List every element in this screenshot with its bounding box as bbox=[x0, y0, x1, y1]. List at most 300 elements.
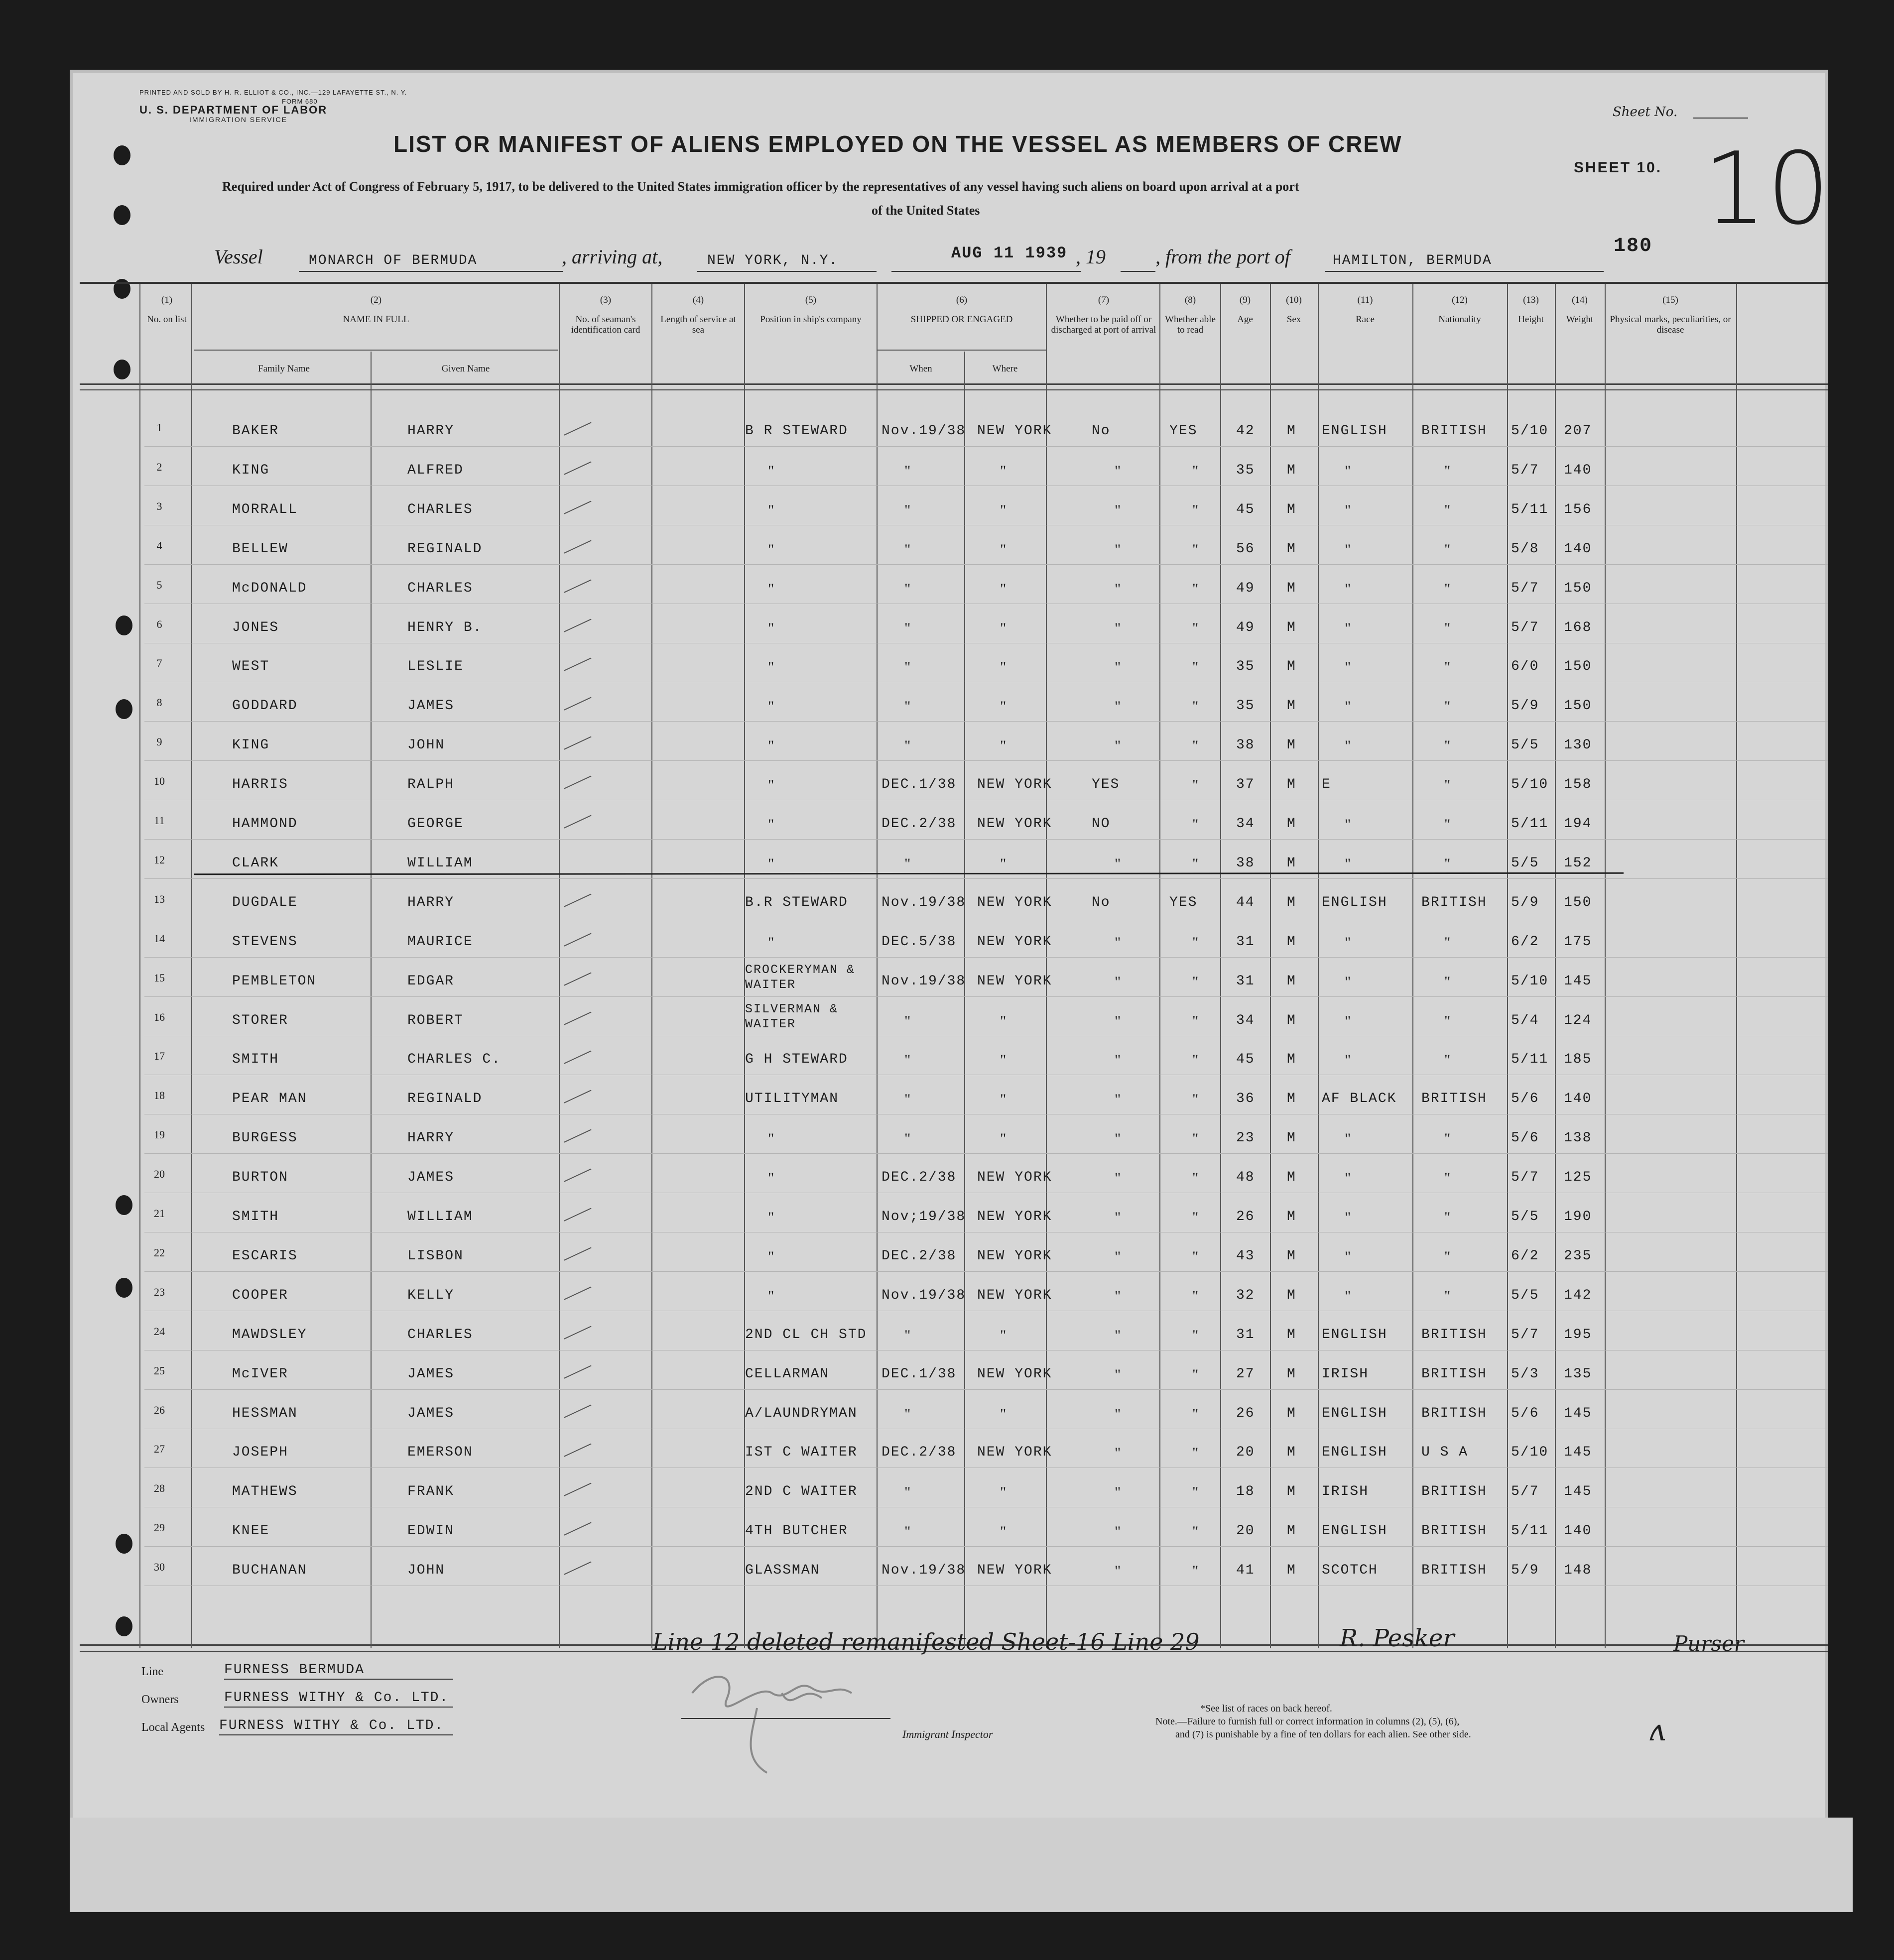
row-rule bbox=[144, 446, 1828, 447]
cell-nat: " bbox=[1444, 1287, 1452, 1304]
col-header-nationality: (12) Nationality bbox=[1438, 295, 1481, 325]
cell-weight: 168 bbox=[1564, 619, 1592, 635]
cell-family: BUCHANAN bbox=[232, 1563, 307, 1579]
cell-position: B.R STEWARD bbox=[745, 894, 848, 910]
row-number: 23 bbox=[154, 1285, 165, 1298]
cell-when: " bbox=[904, 698, 912, 715]
cell-read: " bbox=[1192, 1563, 1200, 1580]
col-header-given-name: Given Name bbox=[441, 364, 490, 374]
cell-race: IRISH bbox=[1322, 1366, 1369, 1382]
inspector-line bbox=[681, 1718, 890, 1719]
cell-read: YES bbox=[1169, 894, 1198, 910]
cell-weight: 150 bbox=[1564, 894, 1592, 910]
cell-position: " bbox=[768, 737, 775, 754]
cell-paid: " bbox=[1115, 737, 1122, 754]
cell-given: LISBON bbox=[407, 1248, 464, 1264]
cell-weight: 150 bbox=[1564, 580, 1592, 596]
cell-position: " bbox=[768, 1130, 775, 1147]
cell-where: NEW YORK bbox=[977, 423, 1052, 439]
cell-position: " bbox=[768, 1170, 775, 1187]
cell-weight: 150 bbox=[1564, 698, 1592, 714]
cell-sex: M bbox=[1287, 934, 1296, 950]
cell-position: UTILITYMAN bbox=[745, 1091, 839, 1107]
cell-height: 5/10 bbox=[1511, 777, 1549, 793]
cell-read: " bbox=[1192, 934, 1200, 951]
cell-nat: BRITISH bbox=[1421, 1484, 1487, 1500]
cell-nat: BRITISH bbox=[1421, 1523, 1487, 1539]
col-header-height: (13) Height bbox=[1518, 295, 1544, 325]
cell-sex: M bbox=[1287, 659, 1296, 675]
cell-read: " bbox=[1192, 1523, 1200, 1540]
cell-when: " bbox=[904, 1130, 912, 1147]
cell-family: McIVER bbox=[232, 1366, 288, 1382]
cell-given: ROBERT bbox=[407, 1012, 464, 1028]
cell-where: " bbox=[1000, 1327, 1008, 1344]
punch-hole bbox=[114, 205, 130, 225]
cell-age: 36 bbox=[1236, 1091, 1255, 1107]
cell-when: " bbox=[904, 501, 912, 518]
cell-height: 5/6 bbox=[1511, 1091, 1539, 1107]
cell-nat: " bbox=[1444, 777, 1452, 794]
cell-where: " bbox=[1000, 1012, 1008, 1029]
cell-weight: 145 bbox=[1564, 1445, 1592, 1461]
cell-age: 44 bbox=[1236, 894, 1255, 910]
cell-age: 56 bbox=[1236, 541, 1255, 557]
cell-given: EDGAR bbox=[407, 973, 455, 989]
row-number: 4 bbox=[156, 539, 162, 552]
cell-paid: " bbox=[1115, 1091, 1122, 1108]
cell-height: 5/11 bbox=[1511, 1523, 1549, 1539]
cell-family: HESSMAN bbox=[232, 1405, 298, 1421]
vessel-underline bbox=[299, 271, 563, 272]
row-number: 13 bbox=[154, 892, 165, 905]
cell-given: JOHN bbox=[407, 1563, 445, 1579]
cell-weight: 235 bbox=[1564, 1248, 1592, 1264]
col-line bbox=[1159, 284, 1160, 1648]
cell-height: 5/7 bbox=[1511, 462, 1539, 478]
cell-given: HARRY bbox=[407, 894, 455, 910]
cell-age: 26 bbox=[1236, 1209, 1255, 1225]
cell-family: SMITH bbox=[232, 1209, 279, 1225]
row-number: 28 bbox=[154, 1482, 165, 1495]
col-line bbox=[1220, 284, 1221, 1648]
cell-family: COOPER bbox=[232, 1287, 288, 1303]
cell-height: 5/8 bbox=[1511, 541, 1539, 557]
cell-age: 38 bbox=[1236, 737, 1255, 753]
cell-age: 49 bbox=[1236, 580, 1255, 596]
cell-sex: M bbox=[1287, 1523, 1296, 1539]
cell-sex: M bbox=[1287, 855, 1296, 871]
cell-weight: 207 bbox=[1564, 423, 1592, 439]
row-number: 25 bbox=[154, 1364, 165, 1377]
cell-given: REGINALD bbox=[407, 541, 483, 557]
cell-height: 5/5 bbox=[1511, 737, 1539, 753]
cell-position: CROCKERYMAN & WAITER bbox=[745, 962, 856, 992]
cell-age: 37 bbox=[1236, 777, 1255, 793]
arriving-label: , arriving at, bbox=[562, 245, 663, 268]
cell-paid: " bbox=[1115, 580, 1122, 597]
cell-age: 35 bbox=[1236, 698, 1255, 714]
cell-family: ESCARIS bbox=[232, 1248, 298, 1264]
punch-hole bbox=[116, 1616, 132, 1636]
cell-when: Nov.19/38 bbox=[882, 1287, 966, 1303]
cell-nat: " bbox=[1444, 816, 1452, 833]
row-number: 3 bbox=[156, 499, 162, 512]
cell-when: DEC.5/38 bbox=[882, 934, 957, 950]
initial-mark: ʌ bbox=[1648, 1713, 1665, 1748]
row-number: 27 bbox=[154, 1443, 165, 1456]
col-header-sex: (10) Sex bbox=[1286, 295, 1302, 325]
manifest-subtitle-2: of the United States bbox=[872, 203, 980, 218]
cell-family: JONES bbox=[232, 619, 279, 635]
cell-given: CHARLES C. bbox=[407, 1052, 502, 1068]
row-number: 8 bbox=[156, 696, 162, 709]
footer-line-label: Line bbox=[141, 1665, 163, 1678]
cell-given: KELLY bbox=[407, 1287, 455, 1303]
cell-paid: " bbox=[1115, 934, 1122, 951]
cell-given: CHARLES bbox=[407, 501, 473, 517]
table-top-border bbox=[80, 282, 1828, 284]
cell-paid: NO bbox=[1092, 816, 1111, 832]
cell-position: SILVERMAN & WAITER bbox=[745, 1001, 839, 1031]
cell-sex: M bbox=[1287, 541, 1296, 557]
cell-paid: " bbox=[1115, 1209, 1122, 1225]
cell-given: JAMES bbox=[407, 1405, 455, 1421]
cell-where: NEW YORK bbox=[977, 1170, 1052, 1186]
row-rule bbox=[144, 1271, 1828, 1272]
row-number: 10 bbox=[154, 775, 165, 788]
col-line bbox=[1412, 284, 1413, 1648]
col-header-position: (5) Position in ship's company bbox=[760, 295, 862, 325]
cell-height: 5/7 bbox=[1511, 1170, 1539, 1186]
cell-paid: " bbox=[1115, 1170, 1122, 1187]
cell-age: 20 bbox=[1236, 1445, 1255, 1461]
cell-read: " bbox=[1192, 737, 1200, 754]
cell-age: 27 bbox=[1236, 1366, 1255, 1382]
cell-sex: M bbox=[1287, 1091, 1296, 1107]
cell-nat: BRITISH bbox=[1421, 894, 1487, 910]
cell-read: " bbox=[1192, 541, 1200, 558]
cell-family: BURGESS bbox=[232, 1130, 298, 1146]
cell-when: DEC.2/38 bbox=[882, 1248, 957, 1264]
cell-family: JOSEPH bbox=[232, 1445, 288, 1461]
punch-hole bbox=[114, 145, 130, 165]
cell-paid: " bbox=[1115, 1287, 1122, 1304]
col-header-age: (9) Age bbox=[1237, 295, 1253, 325]
cell-where: " bbox=[1000, 698, 1008, 715]
cell-sex: M bbox=[1287, 1012, 1296, 1028]
cell-given: CHARLES bbox=[407, 1327, 473, 1343]
row-rule bbox=[144, 1546, 1828, 1547]
cell-sex: M bbox=[1287, 423, 1296, 439]
cell-read: " bbox=[1192, 580, 1200, 597]
col-line bbox=[559, 284, 560, 1648]
cell-sex: M bbox=[1287, 894, 1296, 910]
cell-age: 31 bbox=[1236, 934, 1255, 950]
cell-position: " bbox=[768, 698, 775, 715]
row-rule bbox=[144, 1389, 1828, 1390]
cell-read: " bbox=[1192, 1170, 1200, 1187]
cell-read: " bbox=[1192, 462, 1200, 479]
cell-family: MATHEWS bbox=[232, 1484, 298, 1500]
cell-position: A/LAUNDRYMAN bbox=[745, 1405, 858, 1421]
cell-race: " bbox=[1345, 698, 1352, 715]
manifest-title: LIST OR MANIFEST OF ALIENS EMPLOYED ON THE VESSEL AS MEMBERS OF CREW bbox=[393, 131, 1402, 157]
cell-position: IST C WAITER bbox=[745, 1445, 858, 1461]
cell-family: HAMMOND bbox=[232, 816, 298, 832]
cell-race: " bbox=[1345, 934, 1352, 951]
row-number: 1 bbox=[156, 421, 162, 434]
cell-weight: 140 bbox=[1564, 1523, 1592, 1539]
cell-family: KNEE bbox=[232, 1523, 270, 1539]
cell-age: 42 bbox=[1236, 423, 1255, 439]
cell-nat: " bbox=[1444, 580, 1452, 597]
cell-when: " bbox=[904, 1052, 912, 1069]
cell-paid: No bbox=[1092, 423, 1111, 439]
cell-position: GLASSMAN bbox=[745, 1563, 820, 1579]
row-number: 12 bbox=[154, 853, 165, 866]
col-header-paid-off: (7) Whether to be paid off or discharged at port of arrival bbox=[1051, 295, 1156, 335]
shipped-subheader-line bbox=[877, 350, 1046, 351]
cell-paid: " bbox=[1115, 1523, 1122, 1540]
cell-age: 43 bbox=[1236, 1248, 1255, 1264]
cell-weight: 158 bbox=[1564, 777, 1592, 793]
row-number: 5 bbox=[156, 578, 162, 591]
cell-paid: " bbox=[1115, 541, 1122, 558]
cell-age: 34 bbox=[1236, 1012, 1255, 1028]
date-underline bbox=[891, 271, 1081, 272]
cell-family: BAKER bbox=[232, 423, 279, 439]
cell-weight: 138 bbox=[1564, 1130, 1592, 1146]
cell-age: 31 bbox=[1236, 1327, 1255, 1343]
cell-position: " bbox=[768, 777, 775, 794]
cell-when: Nov;19/38 bbox=[882, 1209, 966, 1225]
printer-line: PRINTED AND SOLD BY H. R. ELLIOT & CO., INC.—129 LAFAYETTE ST., N. Y. bbox=[139, 89, 407, 96]
cell-paid: " bbox=[1115, 1484, 1122, 1501]
cell-race: E bbox=[1322, 777, 1331, 793]
from-port: HAMILTON, BERMUDA bbox=[1333, 253, 1492, 268]
col-line bbox=[1270, 284, 1271, 1648]
punch-hole bbox=[116, 1534, 132, 1554]
punch-hole bbox=[116, 1278, 132, 1298]
manifest-subtitle: Required under Act of Congress of February 5, 1917, to be delivered to the United States immigration officer by the representatives of any vessel having such aliens on board upon arrival at a port bbox=[222, 179, 1299, 194]
form-number: FORM 680 bbox=[282, 98, 318, 105]
cell-when: DEC.2/38 bbox=[882, 1445, 957, 1461]
cell-where: " bbox=[1000, 1130, 1008, 1147]
cell-where: " bbox=[1000, 1052, 1008, 1069]
cell-read: " bbox=[1192, 1366, 1200, 1383]
punch-hole bbox=[116, 699, 132, 719]
cell-paid: " bbox=[1115, 1563, 1122, 1580]
cell-when: " bbox=[904, 1091, 912, 1108]
cell-paid: " bbox=[1115, 1405, 1122, 1422]
inspector-signature bbox=[682, 1663, 891, 1783]
cell-given: JAMES bbox=[407, 1366, 455, 1382]
cell-when: " bbox=[904, 737, 912, 754]
cell-family: BELLEW bbox=[232, 541, 288, 557]
deletion-annotation: Line 12 deleted remanifested Sheet-16 Line 29 bbox=[652, 1628, 1200, 1655]
cell-weight: 156 bbox=[1564, 501, 1592, 517]
cell-where: NEW YORK bbox=[977, 1248, 1052, 1264]
cell-weight: 124 bbox=[1564, 1012, 1592, 1028]
cell-height: 6/0 bbox=[1511, 659, 1539, 675]
cell-where: " bbox=[1000, 1484, 1008, 1501]
cell-paid: " bbox=[1115, 659, 1122, 676]
cell-given: WILLIAM bbox=[407, 855, 473, 871]
row-rule bbox=[144, 1153, 1828, 1154]
cell-race: " bbox=[1345, 1052, 1352, 1069]
cell-weight: 130 bbox=[1564, 737, 1592, 753]
cell-given: JAMES bbox=[407, 698, 455, 714]
note-penalty-2: and (7) is punishable by a fine of ten dollars for each alien. See other side. bbox=[1175, 1729, 1471, 1740]
cell-race: " bbox=[1345, 1170, 1352, 1187]
cell-race: " bbox=[1345, 619, 1352, 636]
cell-position: " bbox=[768, 501, 775, 518]
cell-race: ENGLISH bbox=[1322, 423, 1388, 439]
cell-age: 23 bbox=[1236, 1130, 1255, 1146]
cell-where: " bbox=[1000, 580, 1008, 597]
cell-paid: " bbox=[1115, 973, 1122, 990]
cell-sex: M bbox=[1287, 501, 1296, 517]
cell-nat: " bbox=[1444, 1170, 1452, 1187]
year-label: , 19 bbox=[1076, 245, 1106, 268]
cell-paid: " bbox=[1115, 1012, 1122, 1029]
col-line bbox=[1507, 284, 1508, 1648]
cell-nat: BRITISH bbox=[1421, 1366, 1487, 1382]
footer-agents-label: Local Agents bbox=[141, 1721, 205, 1734]
cell-height: 5/7 bbox=[1511, 619, 1539, 635]
cell-when: " bbox=[904, 1405, 912, 1422]
col-header-name: (2) NAME IN FULL bbox=[343, 295, 409, 325]
table-header-border-2 bbox=[80, 389, 1828, 390]
cell-position: 2ND CL CH STD bbox=[745, 1327, 867, 1343]
cell-age: 35 bbox=[1236, 462, 1255, 478]
cell-nat: " bbox=[1444, 1130, 1452, 1147]
row-number: 17 bbox=[154, 1050, 165, 1063]
cell-height: 5/9 bbox=[1511, 894, 1539, 910]
cell-sex: M bbox=[1287, 1405, 1296, 1421]
annotation-signature: R. Pesker bbox=[1340, 1624, 1455, 1652]
cell-position: " bbox=[768, 659, 775, 676]
cell-read: " bbox=[1192, 1445, 1200, 1462]
cell-when: " bbox=[904, 1012, 912, 1029]
cell-paid: " bbox=[1115, 501, 1122, 518]
cell-family: WEST bbox=[232, 659, 270, 675]
note-penalty: Note.—Failure to furnish full or correct information in columns (2), (5), (6), bbox=[1155, 1716, 1460, 1727]
cell-race: " bbox=[1345, 1209, 1352, 1225]
cell-height: 5/9 bbox=[1511, 1563, 1539, 1579]
row-number: 24 bbox=[154, 1325, 165, 1338]
cell-nat: " bbox=[1444, 855, 1452, 872]
cell-position: " bbox=[768, 541, 775, 558]
row-rule bbox=[144, 957, 1828, 958]
cell-family: DUGDALE bbox=[232, 894, 298, 910]
col-header-id-card: (3) No. of seaman's identification card bbox=[571, 295, 640, 335]
col-line bbox=[1318, 284, 1319, 1648]
cell-weight: 175 bbox=[1564, 934, 1592, 950]
manifest-sheet bbox=[70, 70, 1828, 1872]
footer-owners-label: Owners bbox=[141, 1693, 179, 1706]
row-rule bbox=[144, 564, 1828, 565]
cell-position: " bbox=[768, 1209, 775, 1225]
cell-nat: BRITISH bbox=[1421, 1327, 1487, 1343]
cell-age: 26 bbox=[1236, 1405, 1255, 1421]
cell-position: " bbox=[768, 855, 775, 872]
cell-where: " bbox=[1000, 501, 1008, 518]
cell-nat: " bbox=[1444, 1209, 1452, 1225]
cell-race: " bbox=[1345, 541, 1352, 558]
cell-height: 5/11 bbox=[1511, 501, 1549, 517]
cell-where: " bbox=[1000, 1523, 1008, 1540]
cell-age: 20 bbox=[1236, 1523, 1255, 1539]
cell-age: 31 bbox=[1236, 973, 1255, 989]
cell-height: 5/7 bbox=[1511, 580, 1539, 596]
from-underline bbox=[1325, 271, 1604, 272]
cell-where: " bbox=[1000, 619, 1008, 636]
underlying-sheet bbox=[70, 1818, 1853, 1912]
cell-given: JOHN bbox=[407, 737, 445, 753]
cell-read: " bbox=[1192, 1287, 1200, 1304]
row-rule bbox=[144, 839, 1828, 840]
cell-family: BURTON bbox=[232, 1170, 288, 1186]
department-name: U. S. DEPARTMENT OF LABOR bbox=[139, 104, 328, 116]
cell-height: 6/2 bbox=[1511, 1248, 1539, 1264]
cell-when: Nov.19/38 bbox=[882, 973, 966, 989]
cell-position: CELLARMAN bbox=[745, 1366, 830, 1382]
cell-sex: M bbox=[1287, 580, 1296, 596]
cell-read: " bbox=[1192, 501, 1200, 518]
cell-where: NEW YORK bbox=[977, 1366, 1052, 1382]
cell-weight: 194 bbox=[1564, 816, 1592, 832]
cell-height: 5/10 bbox=[1511, 973, 1549, 989]
cell-when: DEC.2/38 bbox=[882, 1170, 957, 1186]
cell-read: " bbox=[1192, 1209, 1200, 1225]
col-line bbox=[1046, 284, 1047, 1648]
cell-read: " bbox=[1192, 619, 1200, 636]
col-line bbox=[651, 284, 652, 1648]
cell-family: MAWDSLEY bbox=[232, 1327, 307, 1343]
cell-given: ALFRED bbox=[407, 462, 464, 478]
cell-family: MORRALL bbox=[232, 501, 298, 517]
cell-race: ENGLISH bbox=[1322, 1327, 1388, 1343]
cell-nat: " bbox=[1444, 698, 1452, 715]
row-number: 14 bbox=[154, 932, 165, 945]
row-rule bbox=[144, 760, 1828, 761]
cell-position: " bbox=[768, 619, 775, 636]
cell-where: NEW YORK bbox=[977, 1563, 1052, 1579]
cell-weight: 145 bbox=[1564, 973, 1592, 989]
cell-sex: M bbox=[1287, 777, 1296, 793]
cell-given: WILLIAM bbox=[407, 1209, 473, 1225]
cell-paid: No bbox=[1092, 894, 1111, 910]
cell-read: " bbox=[1192, 1248, 1200, 1265]
col-line bbox=[1555, 284, 1556, 1648]
cell-position: 2ND C WAITER bbox=[745, 1484, 858, 1500]
cell-height: 5/7 bbox=[1511, 1484, 1539, 1500]
cell-height: 5/3 bbox=[1511, 1366, 1539, 1382]
cell-weight: 140 bbox=[1564, 541, 1592, 557]
col-header-when: When bbox=[909, 364, 932, 374]
cell-read: " bbox=[1192, 1130, 1200, 1147]
cell-age: 45 bbox=[1236, 501, 1255, 517]
cell-weight: 150 bbox=[1564, 659, 1592, 675]
cell-sex: M bbox=[1287, 1248, 1296, 1264]
cell-position: " bbox=[768, 580, 775, 597]
cell-nat: " bbox=[1444, 659, 1452, 676]
cell-when: " bbox=[904, 1327, 912, 1344]
cell-race: SCOTCH bbox=[1322, 1563, 1378, 1579]
cell-height: 5/4 bbox=[1511, 1012, 1539, 1028]
